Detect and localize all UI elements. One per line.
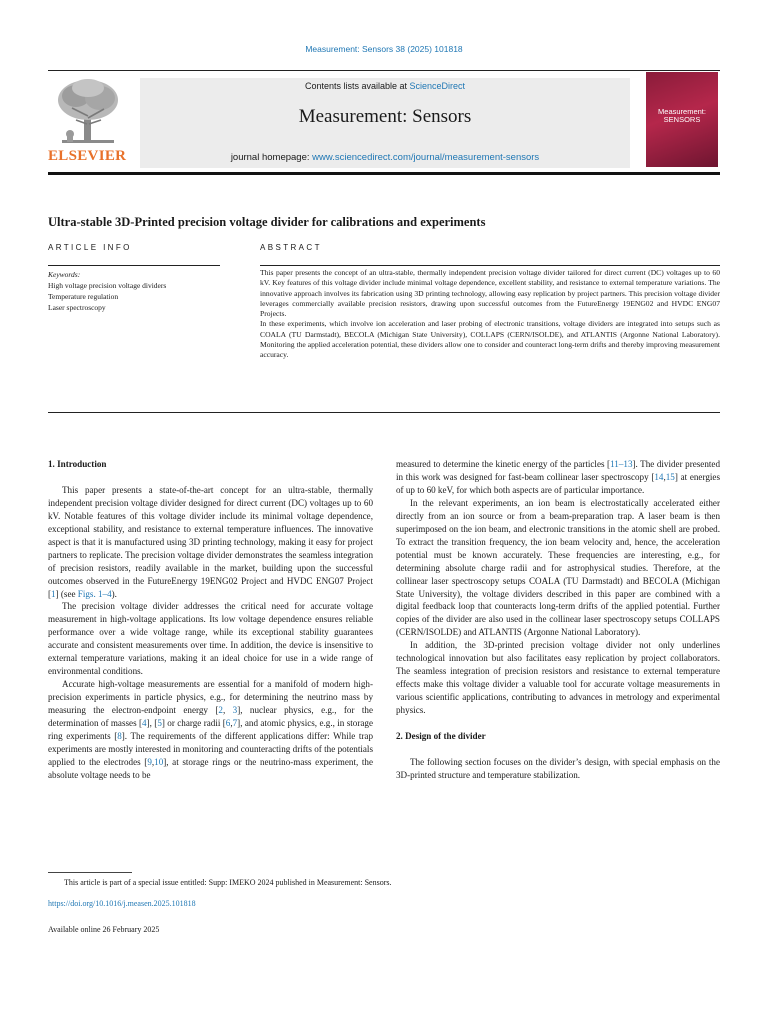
keyword-item: Laser spectroscopy [48,303,106,312]
elsevier-tree-icon [54,78,122,148]
article-title: Ultra-stable 3D-Printed precision voltage divider for calibrations and experiments [48,215,486,229]
available-online-date: Available online 26 February 2025 [48,925,160,934]
cover-title [646,108,718,124]
citation-link[interactable]: 7 [232,718,238,729]
contents-prefix: Contents lists available at [304,81,410,91]
masthead-top-rule [48,70,720,71]
journal-title: Measurement: Sensors [298,106,472,127]
sciencedirect-link[interactable]: ScienceDirect [409,81,466,91]
contents-line [140,81,630,91]
citation-link[interactable]: 4 [142,718,147,729]
citation-link[interactable]: 9 [147,756,152,767]
citation-link[interactable]: 6 [225,718,231,729]
keywords-label: Keywords: [48,270,81,279]
footnote: This article is part of a special issue entitled: Supp: IMEKO 2024 published in Measurement: Sensors. [64,878,392,887]
doi-link[interactable]: https://doi.org/10.1016/j.measen.2025.101818 [48,899,196,908]
journal-cover-thumbnail[interactable] [646,72,718,167]
citation-link[interactable]: 1 [51,588,56,599]
citation-link[interactable]: 15 [665,471,675,482]
body-paragraph: The precision voltage divider addresses the critical need for accurate voltage measurement in high-voltage applications. Its low voltage dependence ensures reliable performance over a wide voltage range, while its exceptional stability guarantees accurate and consistent measurements over time. In addition, the device is insensitive to external temperature variations, making it an ideal choice for use in a wide range of environmental conditions. [48,601,373,677]
keywords-block [48,269,223,313]
body-paragraph: Accurate high-voltage measurements are essential for a manifold of modern high-precision experiments in particle physics, e.g., for determining the neutrino mass by measuring the electron-endpoint energy [2, 3], nuclear physics, e.g., for the determination of masses [4], [5] or charge radii [6,7], and atomic physics, e.g., in storage ring experiments [8]. The requirements of the different applications differ: While trap experiments are mostly interested in monitoring and counteracting drifts of the potentials applied to the electrodes [9,10], at storage rings or the neutrino-mass experiment, the absolute voltage needs to be [48,679,374,780]
body-column-left [48,458,373,782]
elsevier-wordmark: ELSEVIER [48,148,127,164]
abstract-end-rule [48,412,720,413]
journal-citation-link[interactable]: Measurement: Sensors 38 (2025) 101818 [305,44,463,54]
abstract-paragraph: This paper presents the concept of an ultra-stable, thermally independent precision voltage divider tailored for direct current (DC) voltages up to 60 kV. Key features of this voltage divider include minimal voltage dependence, excellent stability, and resistance to external temperature variations. The innovative approach involves its fabrication using 3D printing technology, allowing easy replication by project partners. This precision voltage divider leverages commercially available precision resistors, drawing upon successful outcomes from the FutureEnergy 19ENG02 and HVDC ENG07 Projects. [260,268,720,318]
body-paragraph: The following section focuses on the divider’s design, with special emphasis on the 3D-printed structure and temperature stabilization. [396,756,720,780]
masthead-box [140,78,630,168]
article-info-rule [48,265,220,266]
section-heading-introduction: 1. Introduction [48,459,107,469]
citation-link[interactable]: 10 [154,756,164,767]
citation-link[interactable]: 3 [232,705,238,716]
body-paragraph: In the relevant experiments, an ion beam is electrostatically accelerated either directly from an ion source or from a beam-preparation trap. A laser beam is then superimposed on the ion beam, and electronic transitions in the atomic shell are probed. To extract the transition frequency, the ion beam velocity and, hence, the acceleration potential must be known accurately. These frequencies are interesting, e.g., for determining absolute charge radii and for astrophysical studies. Therefore, at the collinear laser spectroscopy setups COALA (TU Darmstadt) and BECOLA (Michigan State University), the voltage dividers described in this paper are combined with a digital feedback loop that counteracts long-term drifts of the applied potential. Further copies of the divider are also used in the collinear laser spectroscopy setups COLLAPS (CERN/ISOLDE) and ATLANTIS (Argonne National Laboratory). [396,497,720,638]
section-heading-design: 2. Design of the divider [396,731,486,741]
abstract-text [260,268,720,360]
keyword-item: Temperature regulation [48,292,119,301]
citation-link[interactable]: 14 [654,471,664,482]
citation-link[interactable]: 5 [157,718,162,729]
footnote-rule [48,872,132,873]
homepage-link[interactable]: www.sciencedirect.com/journal/measurement-sensors [312,152,540,163]
citation-link[interactable]: 2 [218,705,223,716]
homepage-label: journal homepage: [230,152,313,163]
elsevier-logo [48,78,126,166]
body-column-right [396,458,720,782]
article-info-heading: ARTICLE INFO [48,243,132,252]
cover-title-line-2: SENSORS [663,115,701,124]
masthead-bottom-rule [48,172,720,175]
body-paragraph: measured to determine the kinetic energy of the particles [11–13]. The divider presented in this work was designed for fast-beam collinear laser spectroscopy [14,15] at energies of up to 60 keV, for which both aspects are of particular importance. [396,459,720,495]
body-paragraph: This paper presents a state-of-the-art concept for an ultra-stable, thermally independent precision voltage divider designed for direct current (DC) voltages up to 60 kV. Notable features of this voltage divider include its minimal voltage dependence, exceptional stability, and resistance to external temperature influences. The innovative aspect is that it is manufactured using 3D printing technology, making it easy for project partners to replicate. The precision voltage divider demonstrates the seamless integration of precision resistors, readily available in the market, building upon the successful outcomes observed in the FutureEnergy 19ENG02 Project and HVDC ENG07 Project [1] (see Figs. 1–4). [48,484,373,599]
homepage-line [140,152,630,163]
citation-link[interactable]: 11–13 [610,459,633,469]
figure-link[interactable]: Figs. 1–4 [77,588,112,599]
body-paragraph: In addition, the 3D-printed precision voltage divider not only underlines technological innovation but also facilitates easy replication by project collaborators. The seamless integration of precision resistors and resistance to external temperature effects make this voltage divider a valuable tool for accurate voltage measurements in various scientific applications, contributing to advances in metrology and experimental physics. [396,640,720,716]
abstract-rule [260,265,720,266]
abstract-paragraph: In these experiments, which involve ion acceleration and laser probing of electronic transitions, voltage dividers are integrated into setups such as COALA (TU Darmstadt), BECOLA (Michigan State University), COLLAPS (CERN/ISOLDE), and ATLANTIS (Argonne National Laboratory). Monitoring the applied acceleration potential, these dividers allow one to consider and counteract long-term drifts and thereby improving measurement accuracy. [260,319,720,359]
abstract-heading: ABSTRACT [260,243,322,252]
keyword-item: High voltage precision voltage dividers [48,281,167,290]
cover-title-line-1: Measurement: [658,107,706,116]
citation-link[interactable]: 8 [117,731,122,741]
